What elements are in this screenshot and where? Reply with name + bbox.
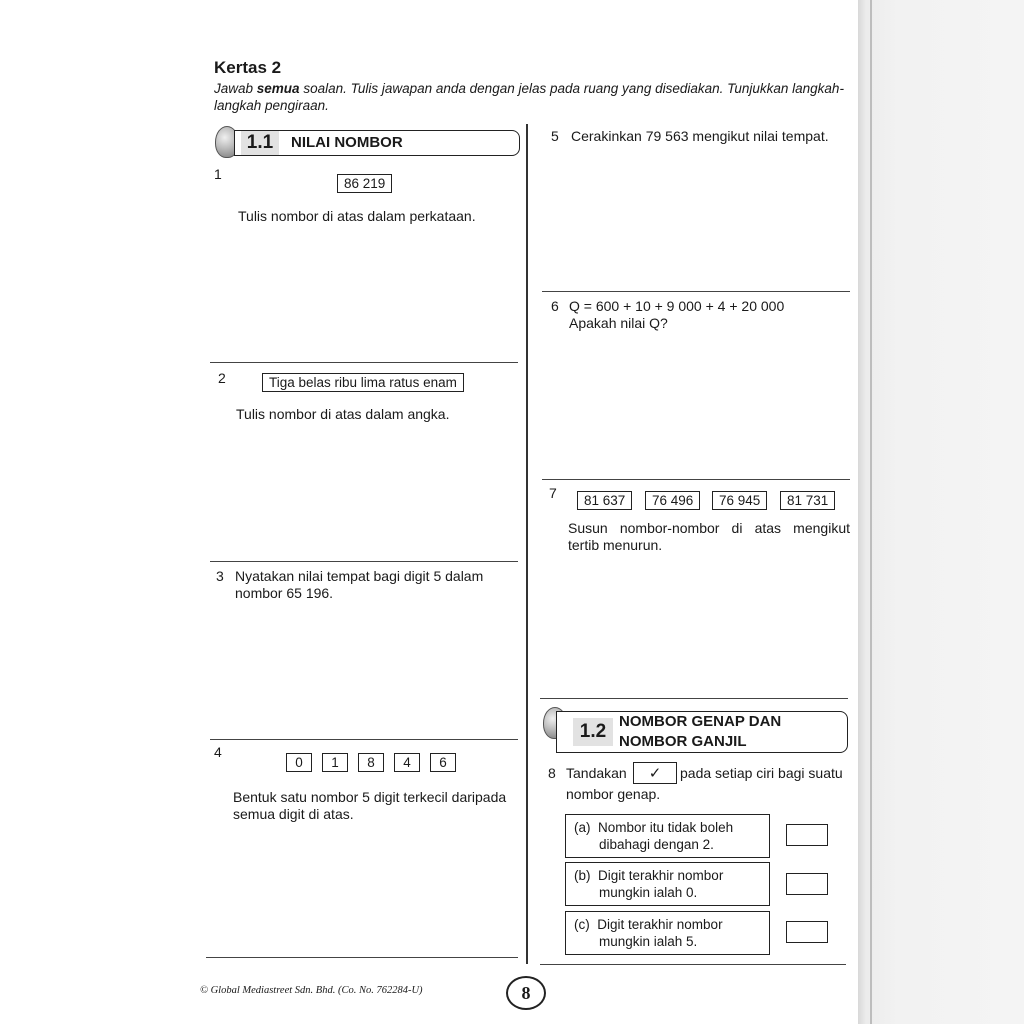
copyright-footer: © Global Mediastreet Sdn. Bhd. (Co. No. 762284-U) [200, 985, 423, 996]
answer-checkbox-b[interactable] [786, 873, 828, 895]
section-number: 1.1 [241, 131, 279, 155]
words-box: Tiga belas ribu lima ratus enam [262, 373, 464, 392]
question-text-line-1: Q = 600 + 10 + 9 000 + 4 + 20 000 [569, 298, 785, 314]
option-label: (c) [574, 917, 590, 932]
answer-divider [210, 561, 518, 562]
digit-card: 4 [394, 753, 420, 772]
section-title: NILAI NOMBOR [291, 134, 403, 151]
question-number: 8 [548, 765, 556, 781]
question-text-line-2: tertib menurun. [568, 537, 663, 553]
question-number: 5 [551, 128, 559, 144]
question-text-after: pada setiap ciri bagi suatu [680, 765, 843, 781]
option-label: (b) [574, 868, 591, 883]
question-number: 1 [214, 166, 222, 182]
question-text: Tulis nombor di atas dalam angka. [236, 406, 450, 422]
answer-divider [210, 739, 518, 740]
question-text-line-2: nombor genap. [566, 786, 661, 802]
question-text-line-2: semua digit di atas. [233, 806, 354, 822]
option-line-2: dibahagi dengan 2. [599, 837, 714, 852]
option-line-1: Digit terakhir nombor [598, 868, 724, 883]
question-number: 2 [218, 370, 226, 386]
answer-divider [206, 957, 518, 958]
answer-divider [542, 291, 850, 292]
question-text: Cerakinkan 79 563 mengikut nilai tempat. [571, 128, 829, 144]
instructions [214, 80, 854, 114]
answer-divider [210, 362, 518, 363]
option-b [565, 862, 770, 906]
answer-divider [542, 479, 850, 480]
tick-mark-box: ✓ [633, 762, 677, 784]
question-number: 6 [551, 298, 559, 314]
number-card: 81 731 [780, 491, 835, 510]
instr-part-3: soalan. Tulis jawapan anda dengan jelas pada ruang yang disediakan. Tunjukkan langkah-langkah pengiraan. [214, 81, 844, 113]
section-header-1-1 [234, 130, 520, 156]
question-text-line-1: Bentuk satu nombor 5 digit terkecil daripada [233, 789, 507, 805]
section-number: 1.2 [573, 718, 613, 746]
option-line-2: mungkin ialah 5. [599, 934, 698, 949]
question-number: 3 [216, 568, 224, 584]
question-number: 7 [549, 485, 557, 501]
section-title-line-1: NOMBOR GENAP DAN [619, 713, 782, 730]
option-a [565, 814, 770, 858]
number-card: 81 637 [577, 491, 632, 510]
question-text: Tulis nombor di atas dalam perkataan. [238, 208, 476, 224]
page-number: 8 [506, 976, 546, 1010]
option-line-1: Digit terakhir nombor [597, 917, 723, 932]
question-text-line-2: nombor 65 196. [235, 585, 334, 601]
number-card: 76 945 [712, 491, 767, 510]
question-text-line-2: Apakah nilai Q? [569, 315, 668, 331]
number-box: 86 219 [337, 174, 392, 193]
digit-card: 1 [322, 753, 348, 772]
option-line-2: mungkin ialah 0. [599, 885, 698, 900]
option-c [565, 911, 770, 955]
section-title-line-2: NOMBOR GANJIL [619, 733, 747, 750]
question-text-before: Tandakan [566, 765, 627, 781]
instr-part-2: semua [256, 81, 300, 96]
digit-cards [286, 753, 466, 772]
option-line-1: Nombor itu tidak boleh [598, 820, 734, 835]
page-title: Kertas 2 [214, 58, 282, 77]
column-divider [526, 124, 528, 964]
answer-divider [540, 698, 848, 699]
question-text-line-1: Nyatakan nilai tempat bagi digit 5 dalam [235, 568, 484, 584]
question-number: 4 [214, 744, 222, 760]
answer-divider [540, 964, 846, 965]
instr-part-1: Jawab [214, 81, 257, 96]
page-edge-shadow [858, 0, 1024, 1024]
option-label: (a) [574, 820, 591, 835]
answer-checkbox-a[interactable] [786, 824, 828, 846]
digit-card: 8 [358, 753, 384, 772]
digit-card: 6 [430, 753, 456, 772]
question-text-line-1: Susun nombor-nombor di atas mengikut [568, 520, 850, 536]
section-header-1-2 [556, 711, 848, 753]
answer-checkbox-c[interactable] [786, 921, 828, 943]
digit-card: 0 [286, 753, 312, 772]
number-card: 76 496 [645, 491, 700, 510]
